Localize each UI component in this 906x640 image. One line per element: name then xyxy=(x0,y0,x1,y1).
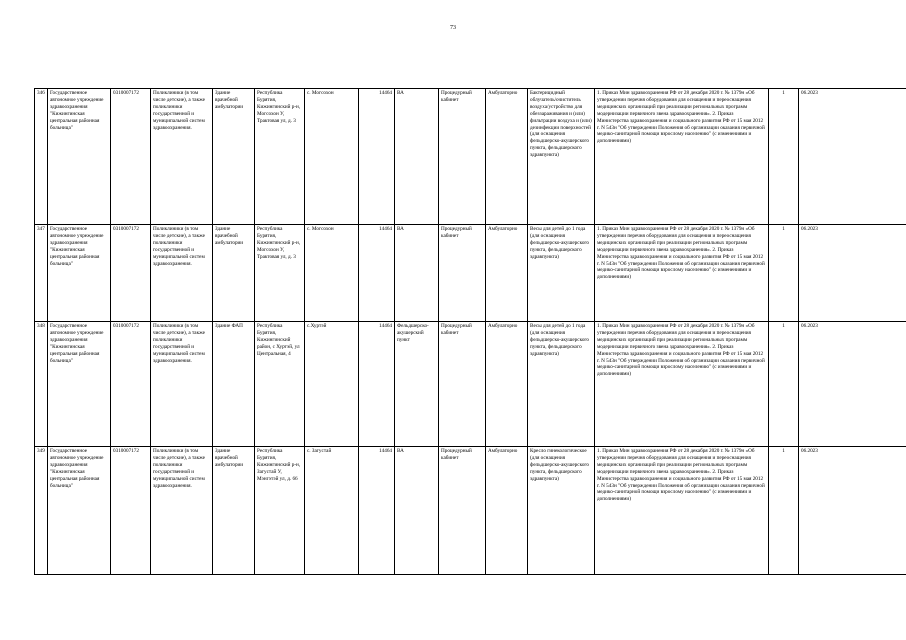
due-date-cell: 06.2023 xyxy=(799,89,906,225)
organization-name-cell: Государственное автономное учреждение здравоохранения "Кижингинская центральная районная больница" xyxy=(48,447,111,575)
quantity-cell: 1 xyxy=(769,322,799,447)
address-cell: Республика Бурятия, Кижингинский р-н, Могсохон У, Трактовая ул, д. 3 xyxy=(255,89,305,225)
activity-type-cell: Поликлиники (в том числе детские), а также поликлиники государственной и муниципальной систем здравоохранения. xyxy=(151,322,213,447)
care-mode-cell: Амбулаторно xyxy=(486,447,528,575)
organization-code-cell: 0310007172 xyxy=(111,225,151,322)
quantity-cell: 1 xyxy=(769,447,799,575)
address-cell: Республика Бурятия, Кижингинский район, с Хуртэй, ул Центральная, 4 xyxy=(255,322,305,447)
facility-type-cell: ВА xyxy=(395,225,439,322)
quantity-cell: 1 xyxy=(769,225,799,322)
legal-basis-cell: 1. Приказ Мин здравоохранения РФ от 28 декабря 2020 г. № 1379н «Об утверждении перечня оборудования для оснащения и переоснащения медицинских организаций при реализации региональных программ модернизации первичного звена здравоохранения». 2. Приказ Министерства здравоохранения и социального развития РФ от 15 мая 2012 г. N 543н "Об утверждении Положения об организации оказания первичной медико-санитарной помощи взрослому населению" (с изменениями и дополнениями) xyxy=(595,322,769,447)
equipment-name-cell: Весы для детей до 1 года (для оснащения фельдшерско-акушерского пункта, фельдшерского здравпункта) xyxy=(528,322,595,447)
room-name-cell: Процедурный кабинет xyxy=(439,447,486,575)
legal-basis-cell: 1. Приказ Мин здравоохранения РФ от 28 декабря 2020 г. № 1379н «Об утверждении перечня оборудования для оснащения и переоснащения медицинских организаций при реализации региональных программ модернизации первичного звена здравоохранения». 2. Приказ Министерства здравоохранения и социального развития РФ от 15 мая 2012 г. N 543н "Об утверждении Положения об организации оказания первичной медико-санитарной помощи взрослому населению" (с изменениями и дополнениями) xyxy=(595,89,769,225)
oktmo-code-cell: 14464 xyxy=(359,225,395,322)
quantity-cell: 1 xyxy=(769,89,799,225)
table-row xyxy=(35,89,906,225)
activity-type-cell: Поликлиники (в том числе детские), а также поликлиники государственной и муниципальной систем здравоохранения. xyxy=(151,89,213,225)
building-name-cell: Здание врачебной амбулатории xyxy=(213,447,255,575)
organization-code-cell: 0310007172 xyxy=(111,89,151,225)
care-mode-cell: Амбулаторно xyxy=(486,89,528,225)
facility-type-cell: ВА xyxy=(395,447,439,575)
equipment-table xyxy=(34,88,906,575)
address-cell: Республика Бурятия, Кижингинский р-н, Могсохон У, Трактовая ул, д. 3 xyxy=(255,225,305,322)
due-date-cell: 06.2023 xyxy=(799,225,906,322)
organization-name-cell: Государственное автономное учреждение здравоохранения "Кижингинская центральная районная больница" xyxy=(48,89,111,225)
organization-name-cell: Государственное автономное учреждение здравоохранения "Кижингинская центральная районная больница" xyxy=(48,225,111,322)
oktmo-code-cell: 14464 xyxy=(359,322,395,447)
activity-type-cell: Поликлиники (в том числе детские), а также поликлиники государственной и муниципальной систем здравоохранения. xyxy=(151,447,213,575)
locality-cell: с. Могсохон xyxy=(305,225,359,322)
equipment-name-cell: Кресло гинекологическое (для оснащения фельдшерско-акушерского пункта, фельдшерского здравпункта) xyxy=(528,447,595,575)
care-mode-cell: Амбулаторно xyxy=(486,225,528,322)
address-cell: Республика Бурятия, Кижингинский р-н, Загустай У, Мэнгэтэй ул, д. 66 xyxy=(255,447,305,575)
page-number: 73 xyxy=(450,25,456,31)
row-number-cell: 347 xyxy=(35,225,48,322)
organization-code-cell: 0310007172 xyxy=(111,322,151,447)
equipment-name-cell: Бактерицидный облучатель/очиститель воздуха/устройство для обеззараживания и (или) фильтрации воздуха и (или) дезинфекции поверхностей (для оснащения фельдшерско-акушерского пункта, фельдшерского здравпункта) xyxy=(528,89,595,225)
room-name-cell: Процедурный кабинет xyxy=(439,225,486,322)
legal-basis-cell: 1. Приказ Мин здравоохранения РФ от 28 декабря 2020 г. № 1379н «Об утверждении перечня оборудования для оснащения и переоснащения медицинских организаций при реализации региональных программ модернизации первичного звена здравоохранения». 2. Приказ Министерства здравоохранения и социального развития РФ от 15 мая 2012 г. N 543н "Об утверждении Положения об организации оказания первичной медико-санитарной помощи взрослому населению" (с изменениями и дополнениями) xyxy=(595,447,769,575)
oktmo-code-cell: 14464 xyxy=(359,447,395,575)
activity-type-cell: Поликлиники (в том числе детские), а также поликлиники государственной и муниципальной систем здравоохранения. xyxy=(151,225,213,322)
due-date-cell: 06.2023 xyxy=(799,322,906,447)
equipment-name-cell: Весы для детей до 1 года (для оснащения фельдшерско-акушерского пункта, фельдшерского здравпункта) xyxy=(528,225,595,322)
due-date-cell: 06.2023 xyxy=(799,447,906,575)
facility-type-cell: ВА xyxy=(395,89,439,225)
table-row xyxy=(35,322,906,447)
table-row xyxy=(35,225,906,322)
row-number-cell: 346 xyxy=(35,89,48,225)
locality-cell: с. Могсохон xyxy=(305,89,359,225)
building-name-cell: Здание ФАП xyxy=(213,322,255,447)
organization-name-cell: Государственное автономное учреждение здравоохранения "Кижингинская центральная районная больница" xyxy=(48,322,111,447)
row-number-cell: 348 xyxy=(35,322,48,447)
care-mode-cell: Амбулаторно xyxy=(486,322,528,447)
legal-basis-cell: 1. Приказ Мин здравоохранения РФ от 28 декабря 2020 г. № 1379н «Об утверждении перечня оборудования для оснащения и переоснащения медицинских организаций при реализации региональных программ модернизации первичного звена здравоохранения». 2. Приказ Министерства здравоохранения и социального развития РФ от 15 мая 2012 г. N 543н "Об утверждении Положения об организации оказания первичной медико-санитарной помощи взрослому населению" (с изменениями и дополнениями) xyxy=(595,225,769,322)
locality-cell: с. Загустай xyxy=(305,447,359,575)
organization-code-cell: 0310007172 xyxy=(111,447,151,575)
facility-type-cell: Фельдшерско-акушерский пункт xyxy=(395,322,439,447)
oktmo-code-cell: 14464 xyxy=(359,89,395,225)
building-name-cell: Здание врачебной амбулатории xyxy=(213,225,255,322)
locality-cell: с.Хуртэй xyxy=(305,322,359,447)
table-row xyxy=(35,447,906,575)
row-number-cell: 349 xyxy=(35,447,48,575)
room-name-cell: Процедурный кабинет xyxy=(439,322,486,447)
room-name-cell: Процедурный кабинет xyxy=(439,89,486,225)
building-name-cell: Здание врачебной амбулатории xyxy=(213,89,255,225)
